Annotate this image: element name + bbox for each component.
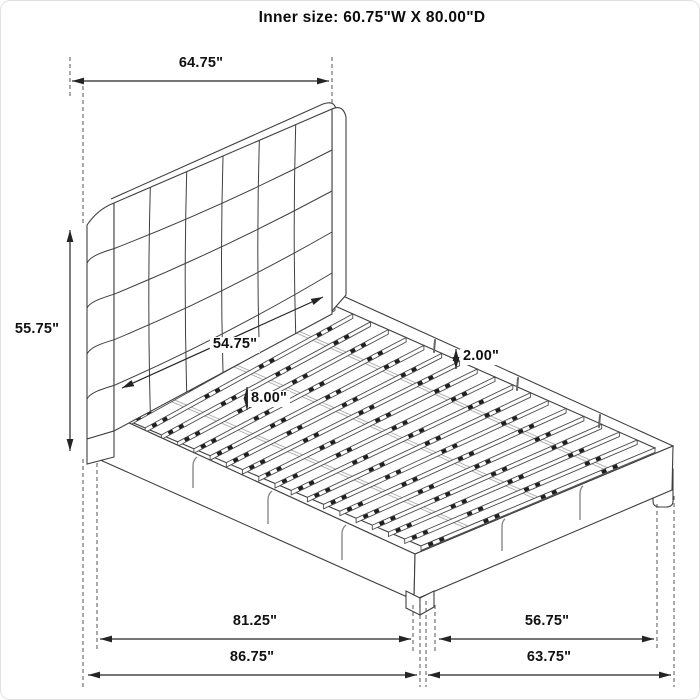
dim-base-length-label: 81.25" bbox=[232, 613, 278, 630]
dim-headboard-panel-width-label: 54.75" bbox=[210, 337, 260, 353]
dim-headboard-height-label: 55.75" bbox=[14, 321, 60, 338]
dim-base-width-label: 56.75" bbox=[524, 613, 570, 630]
headboard-tufting bbox=[114, 109, 332, 431]
dim-headboard-width-label: 64.75" bbox=[178, 55, 224, 72]
dim-overall-length-label: 86.75" bbox=[229, 649, 275, 666]
bed-line-drawing bbox=[1, 1, 699, 699]
dim-overall-width-label: 63.75" bbox=[526, 649, 572, 666]
diagram-title: Inner size: 60.75"W X 80.00"D bbox=[258, 9, 486, 26]
headboard-side-left bbox=[87, 203, 114, 439]
dim-slat-height-label: 2.00" bbox=[460, 349, 502, 365]
dim-slat-gap-label: 8.00" bbox=[248, 391, 290, 407]
headboard-side-right bbox=[332, 108, 346, 311]
side-rail-left bbox=[98, 417, 415, 600]
